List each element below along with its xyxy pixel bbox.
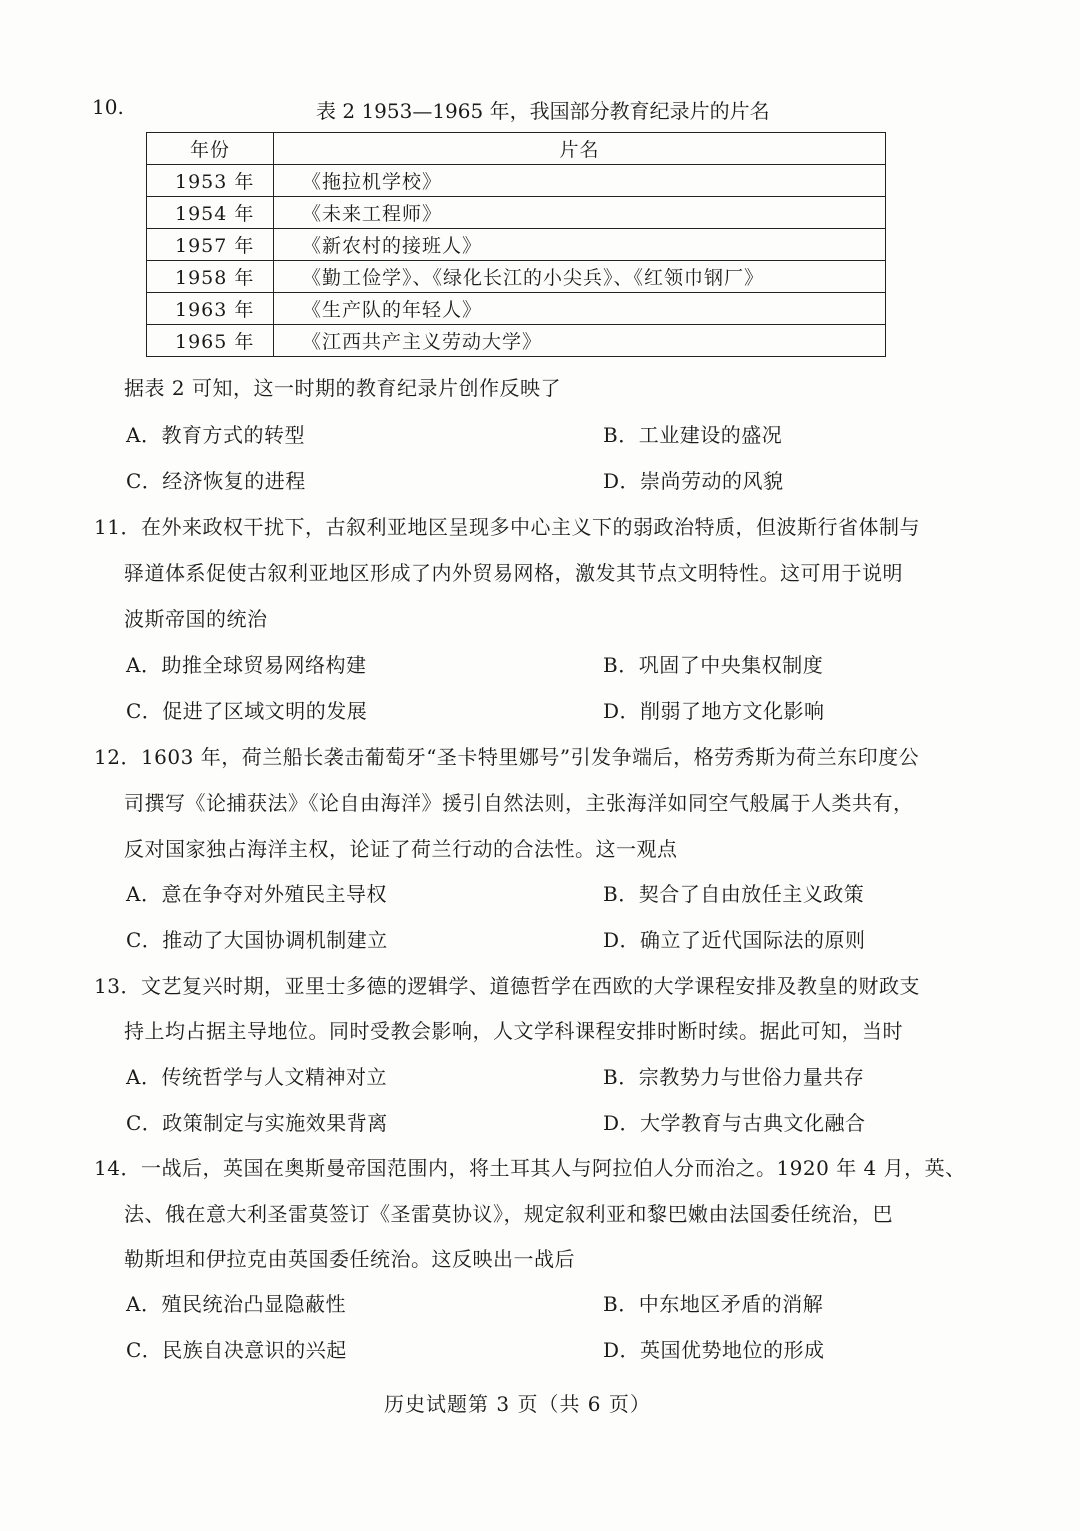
question-11-option-d[interactable]: D．削弱了地方文化影响 (603, 699, 825, 723)
table-cell-title: 《江西共产主义劳动大学》 (274, 325, 886, 357)
question-12-line-1: 12．1603 年，荷兰船长袭击葡萄牙“圣卡特里娜号”引发争端后，格劳秀斯为荷兰东印度公 (94, 745, 920, 769)
question-11-option-c[interactable]: C．促进了区域文明的发展 (126, 699, 368, 723)
question-13-option-d[interactable]: D．大学教育与古典文化融合 (603, 1111, 866, 1135)
table-row (147, 197, 886, 229)
question-10-option-c[interactable]: C．经济恢复的进程 (126, 469, 306, 493)
table-header-title: 片名 (274, 133, 886, 165)
question-13-option-a[interactable]: A．传统哲学与人文精神对立 (126, 1065, 387, 1089)
table-cell-year: 1953 年 (147, 165, 274, 197)
table-cell-year: 1958 年 (147, 261, 274, 293)
question-10-number: 10. (92, 95, 124, 119)
table-row (147, 261, 886, 293)
table-cell-title: 《新农村的接班人》 (274, 229, 886, 261)
table-row (147, 293, 886, 325)
question-13-line-2: 持上均占据主导地位。同时受教会影响，人文学科课程安排时断时续。据此可知，当时 (124, 1019, 903, 1043)
question-12-line-2: 司撰写《论捕获法》《论自由海洋》援引自然法则，主张海洋如同空气般属于人类共有， (124, 791, 914, 815)
question-10-stem: 据表 2 可知，这一时期的教育纪录片创作反映了 (124, 376, 561, 400)
question-10-option-a[interactable]: A．教育方式的转型 (126, 423, 305, 447)
film-table (146, 132, 886, 357)
table-row (147, 165, 886, 197)
question-14-line-2: 法、俄在意大利圣雷莫签订《圣雷莫协议》，规定叙利亚和黎巴嫩由法国委任统治，巴 (124, 1202, 893, 1226)
table-header-year: 年份 (147, 133, 274, 165)
table-cell-year: 1957 年 (147, 229, 274, 261)
question-14-line-3: 勒斯坦和伊拉克由英国委任统治。这反映出一战后 (124, 1247, 575, 1271)
question-10-option-b[interactable]: B．工业建设的盛况 (603, 423, 783, 447)
table-row (147, 325, 886, 357)
table-cell-title: 《生产队的年轻人》 (274, 293, 886, 325)
table-cell-title: 《勤工俭学》、《绿化长江的小尖兵》、《红领巾钢厂》 (274, 261, 886, 293)
question-14-line-1: 14．一战后，英国在奥斯曼帝国范围内，将土耳其人与阿拉伯人分而治之。1920 年 4 月，英、 (94, 1156, 966, 1180)
question-11-line-2: 驿道体系促使古叙利亚地区形成了内外贸易网格，激发其节点文明特性。这可用于说明 (124, 561, 903, 585)
question-13-option-c[interactable]: C．政策制定与实施效果背离 (126, 1111, 388, 1135)
question-12-option-c[interactable]: C．推动了大国协调机制建立 (126, 928, 388, 952)
table-row (147, 229, 886, 261)
question-12-option-a[interactable]: A．意在争夺对外殖民主导权 (126, 882, 387, 906)
question-14-option-c[interactable]: C．民族自决意识的兴起 (126, 1338, 347, 1362)
question-14-option-a[interactable]: A．殖民统治凸显隐蔽性 (126, 1292, 346, 1316)
table-cell-title: 《未来工程师》 (274, 197, 886, 229)
question-11-line-1: 11．在外来政权干扰下，古叙利亚地区呈现多中心主义下的弱政治特质，但波斯行省体制与 (94, 515, 920, 539)
question-12-option-d[interactable]: D．确立了近代国际法的原则 (603, 928, 866, 952)
question-11-option-b[interactable]: B．巩固了中央集权制度 (603, 653, 824, 677)
table-cell-year: 1954 年 (147, 197, 274, 229)
table-header-row (147, 133, 886, 165)
question-12-line-3: 反对国家独占海洋主权，论证了荷兰行动的合法性。这一观点 (124, 837, 678, 861)
table-cell-year: 1965 年 (147, 325, 274, 357)
question-13-line-1: 13．文艺复兴时期，亚里士多德的逻辑学、道德哲学在西欧的大学课程安排及教皇的财政支 (94, 974, 920, 998)
question-14-option-d[interactable]: D．英国优势地位的形成 (603, 1338, 825, 1362)
page-footer: 历史试题第 3 页（共 6 页） (384, 1392, 651, 1416)
question-12-option-b[interactable]: B．契合了自由放任主义政策 (603, 882, 865, 906)
table-caption: 表 2 1953—1965 年，我国部分教育纪录片的片名 (316, 99, 770, 123)
table-cell-title: 《拖拉机学校》 (274, 165, 886, 197)
question-11-line-3: 波斯帝国的统治 (124, 607, 268, 631)
question-13-option-b[interactable]: B．宗教势力与世俗力量共存 (603, 1065, 865, 1089)
question-14-option-b[interactable]: B．中东地区矛盾的消解 (603, 1292, 824, 1316)
question-11-option-a[interactable]: A．助推全球贸易网络构建 (126, 653, 367, 677)
question-10-option-d[interactable]: D．崇尚劳动的风貌 (603, 469, 784, 493)
table-cell-year: 1963 年 (147, 293, 274, 325)
